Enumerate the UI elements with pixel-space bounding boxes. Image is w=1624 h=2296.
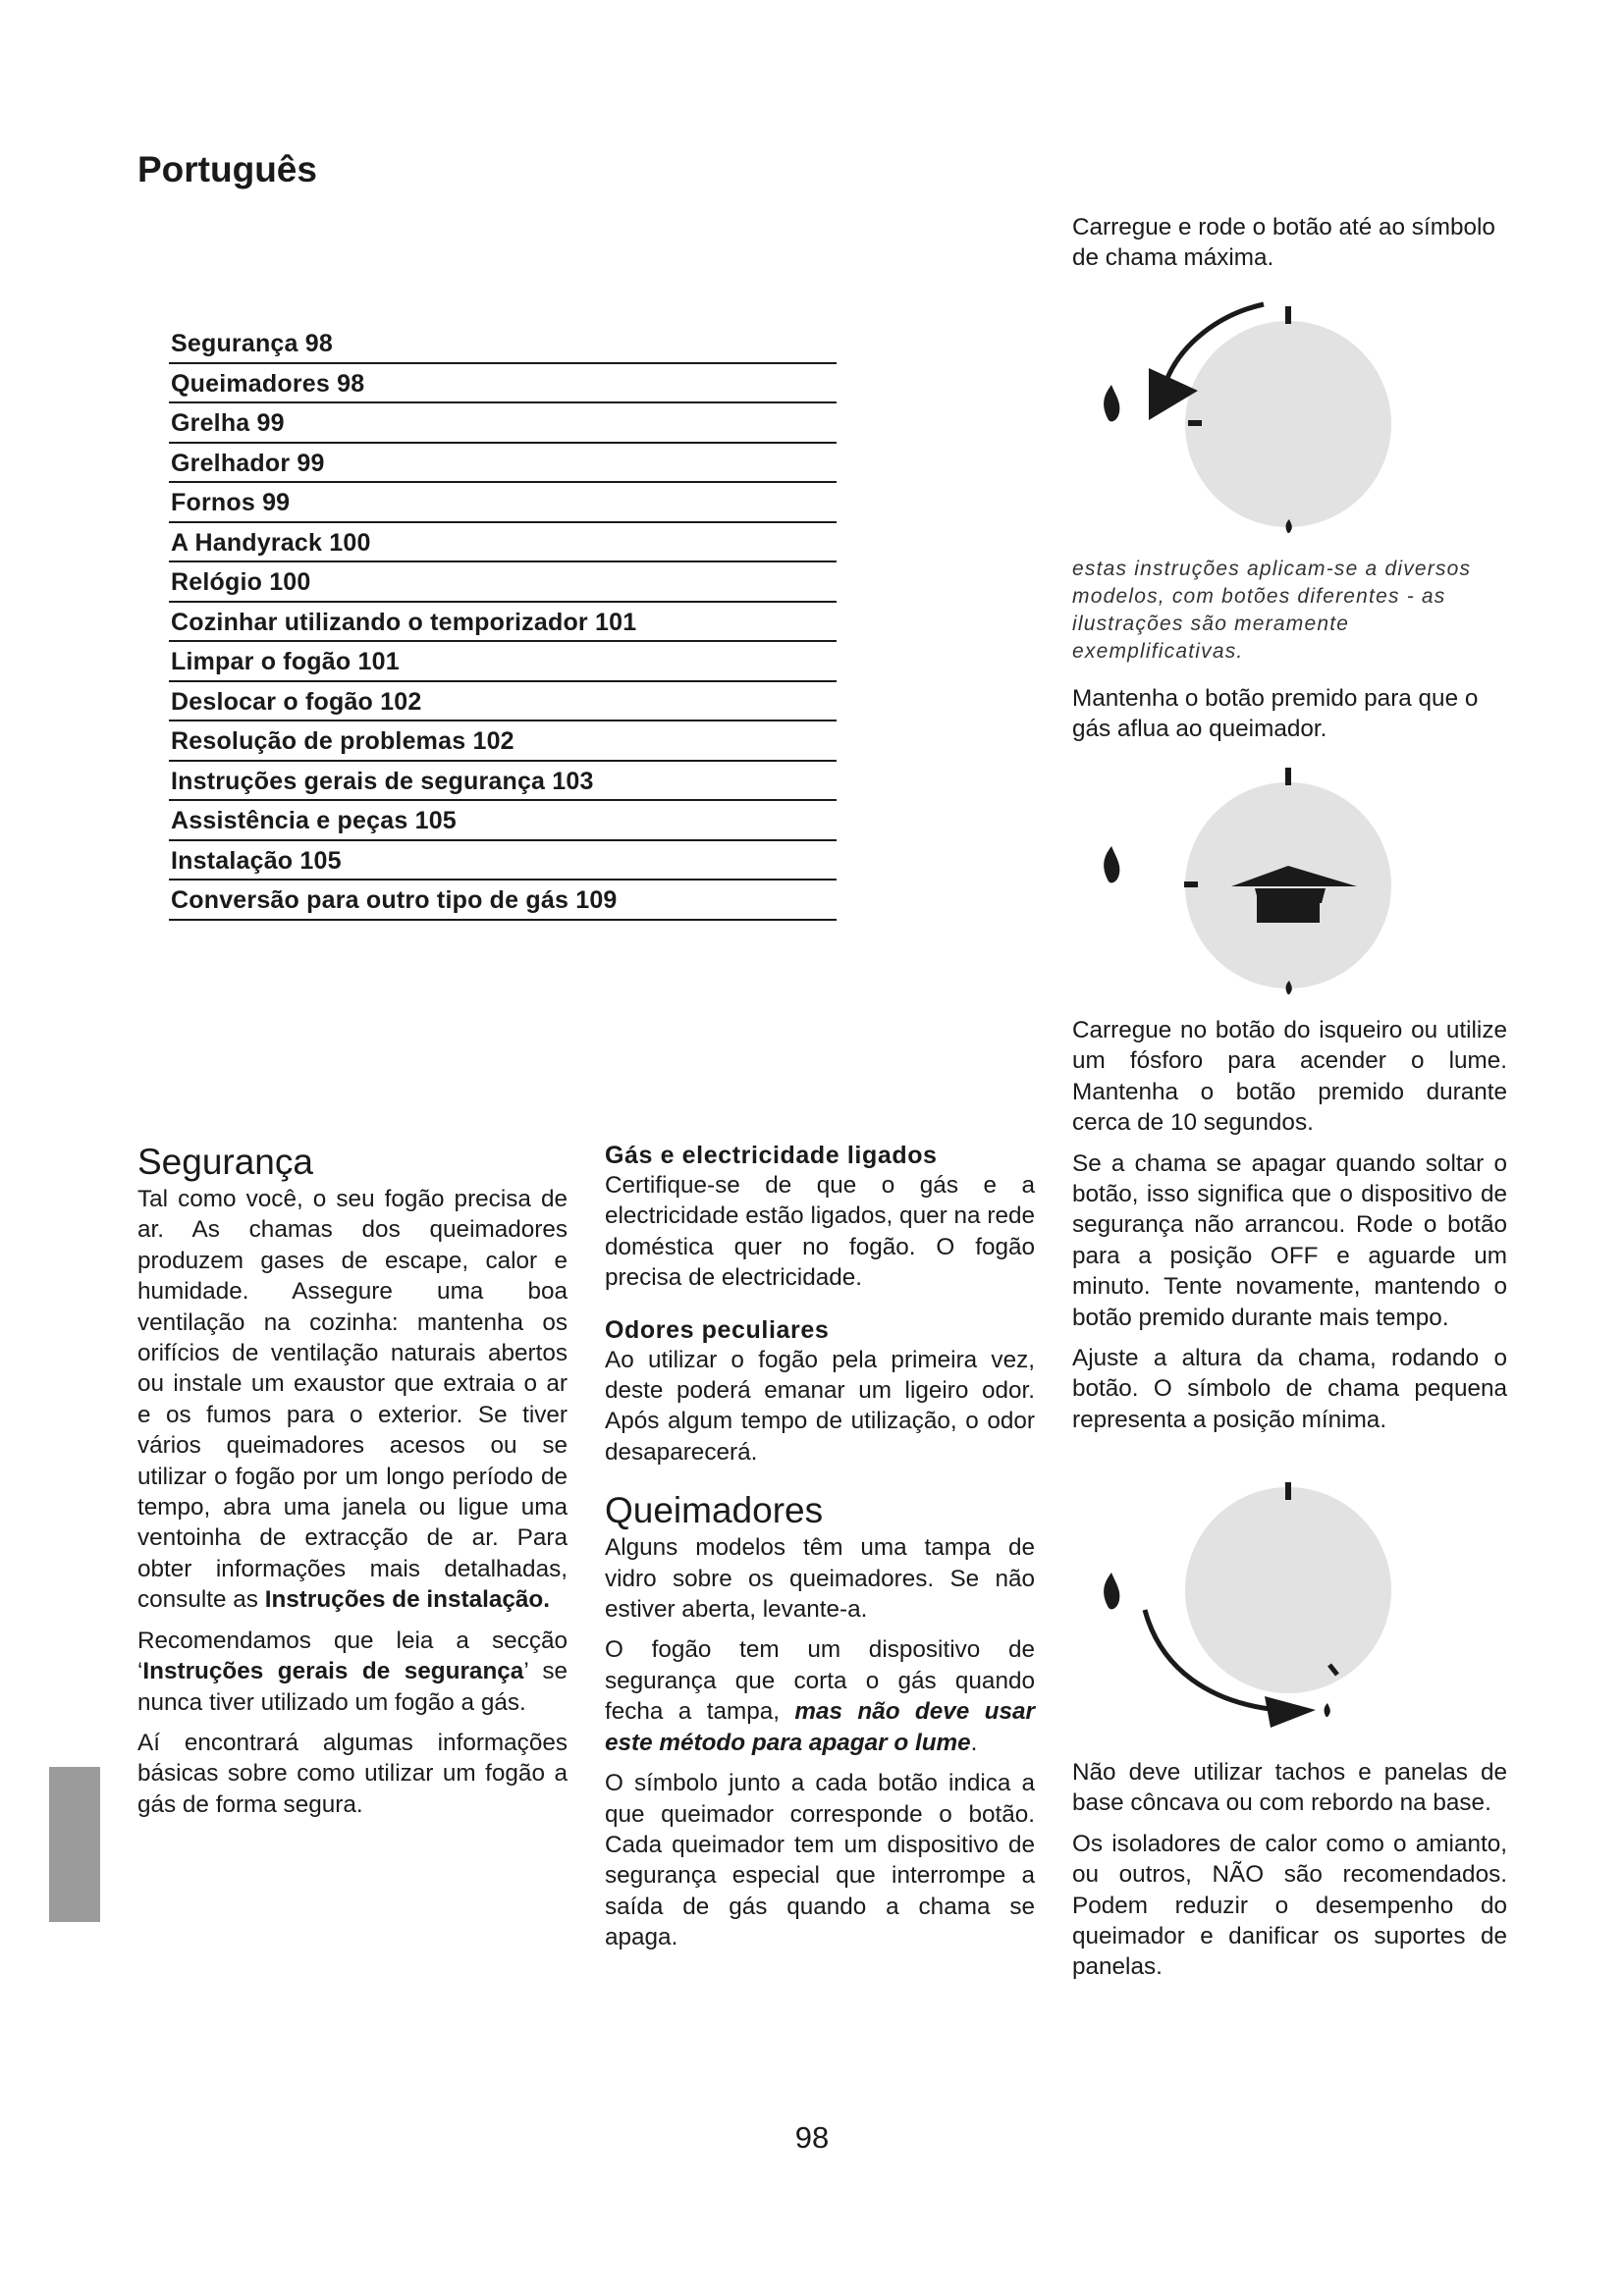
installation-reference: Instruções de instalação bbox=[264, 1586, 544, 1614]
illustration-note bbox=[1072, 556, 1507, 675]
toc-item[interactable]: Cozinhar utilizando o temporizador 101 bbox=[169, 603, 837, 643]
toc-item[interactable]: Assistência e peças 105 bbox=[169, 801, 837, 841]
language-heading: Português bbox=[137, 149, 317, 189]
warning-emphasis: mas não deve usar este método para apagar o lume bbox=[605, 1698, 1035, 1756]
note-text: estas instruções aplicam-se a diversos modelos, com botões diferentes - as ilustrações são meramente exemplificativas. bbox=[1072, 558, 1472, 663]
column-safety bbox=[137, 1141, 568, 1830]
knob-diagram-max-flame bbox=[1072, 294, 1504, 540]
off-marker bbox=[1285, 306, 1291, 324]
hold-text: Mantenha o botão premido para que o gás aflua ao queimador. bbox=[1072, 685, 1479, 743]
toc-item[interactable]: Segurança 98 bbox=[169, 324, 837, 364]
table-of-contents bbox=[169, 324, 837, 921]
period: . bbox=[970, 1729, 978, 1756]
toc-item[interactable]: Fornos 99 bbox=[169, 483, 837, 523]
push-turn-text: Carregue e rode o botão até ao símbolo de chama máxima. bbox=[1072, 214, 1495, 272]
toc-item[interactable]: Conversão para outro tipo de gás 109 bbox=[169, 881, 837, 921]
knob-pressed-svg bbox=[1072, 756, 1504, 1001]
min-marker bbox=[1184, 881, 1198, 887]
safety-paragraph-3: Aí encontrará algumas informações básicas sobre como utilizar um fogão a gás de forma segura. bbox=[137, 1729, 568, 1818]
burners-text: O fogão tem um dispositivo de segurança que corta o gás quando fecha a tampa, bbox=[605, 1636, 1035, 1726]
instruction-hold bbox=[1072, 683, 1507, 755]
pans-text: Não deve utilizar tachos e panelas de base côncava ou com rebordo na base. bbox=[1072, 1759, 1507, 1817]
general-safety-reference: Instruções gerais de segurança bbox=[142, 1658, 524, 1685]
toc-item[interactable]: Instalação 105 bbox=[169, 841, 837, 881]
safety-paragraph-1 bbox=[137, 1184, 568, 1616]
large-flame-icon bbox=[1104, 846, 1119, 882]
toc-item[interactable]: Relógio 100 bbox=[169, 562, 837, 603]
safety-text: Tal como você, o seu fogão precisa de ar. As chamas dos queimadores produzem gases de escape, calor e humidade. Assegure uma boa ventilação na cozinha: mantenha os orifícios de ventilação naturais abertos ou instale um exaustor que extraia o ar e os fumos para o exterior. Se tiver vários queimadores acesos ou se utilizar o fogão por um longo período de tempo, abra uma janela ou ligue uma ventoinha de extracção de ar. Para obter informações mais detalhadas, consulte as bbox=[137, 1186, 568, 1614]
safety-paragraph-2 bbox=[137, 1626, 568, 1718]
off-marker bbox=[1285, 768, 1291, 785]
toc-item[interactable]: Grelhador 99 bbox=[169, 444, 837, 484]
min-marker bbox=[1188, 420, 1202, 426]
odors-paragraph: Ao utilizar o fogão pela primeira vez, deste poderá emanar um ligeiro odor. Após algum tempo de utilização, o odor desaparecerá. bbox=[605, 1346, 1035, 1466]
small-flame-icon bbox=[1325, 1703, 1330, 1717]
instructions-pans bbox=[1072, 1757, 1507, 1993]
adjust-text: Ajuste a altura da chama, rodando o botão. O símbolo de chama pequena representa a posição mínima. bbox=[1072, 1345, 1507, 1433]
burners-paragraph-1: Alguns modelos têm uma tampa de vidro sobre os queimadores. Se não estiver aberta, levante-a. bbox=[605, 1534, 1035, 1624]
toc-item[interactable]: A Handyrack 100 bbox=[169, 523, 837, 563]
knob-max-flame-svg bbox=[1072, 294, 1504, 540]
column-burners bbox=[605, 1141, 1035, 1963]
instructions-ignite bbox=[1072, 1015, 1507, 1445]
large-flame-icon bbox=[1104, 1573, 1119, 1609]
toc-item[interactable]: Instruções gerais de segurança 103 bbox=[169, 762, 837, 802]
press-arrow-base bbox=[1257, 891, 1320, 923]
section-side-tab bbox=[49, 1767, 100, 1922]
section-title-burners: Queimadores bbox=[605, 1490, 824, 1531]
knob-circle bbox=[1185, 1487, 1391, 1693]
burners-paragraph-3: O símbolo junto a cada botão indica a que queimador corresponde o botão. Cada queimador tem um dispositivo de segurança especial que interrompe a saída de gás quando a chama se apaga. bbox=[605, 1770, 1035, 1951]
toc-item[interactable]: Queimadores 98 bbox=[169, 364, 837, 404]
knob-diagram-min-flame bbox=[1072, 1482, 1504, 1728]
insulators-text: Os isoladores de calor como o amianto, ou outros, NÃO são recomendados. Podem reduzir o desempenho do queimador e danificar os suportes de panelas. bbox=[1072, 1830, 1507, 1981]
knob-circle bbox=[1185, 321, 1391, 527]
instruction-push-turn bbox=[1072, 212, 1507, 284]
ignite-text: Carregue no botão do isqueiro ou utilize um fósforo para acender o lume. Mantenha o botão premido durante cerca de 10 segundos. bbox=[1072, 1017, 1507, 1137]
toc-item[interactable]: Resolução de problemas 102 bbox=[169, 721, 837, 762]
toc-item[interactable]: Limpar o fogão 101 bbox=[169, 642, 837, 682]
safety-text: ’ se nunca tiver utilizado um fogão a gás. bbox=[137, 1658, 568, 1716]
heading-odors: Odores peculiares bbox=[605, 1315, 830, 1344]
large-flame-icon bbox=[1104, 385, 1119, 421]
toc-item[interactable]: Deslocar o fogão 102 bbox=[169, 682, 837, 722]
period: . bbox=[543, 1586, 551, 1614]
knob-diagram-pressed bbox=[1072, 756, 1504, 1001]
gas-electricity-paragraph: Certifique-se de que o gás e a electricidade estão ligados, quer na rede doméstica quer no fogão. O fogão precisa de electricidade. bbox=[605, 1172, 1035, 1292]
section-title-safety: Segurança bbox=[137, 1142, 313, 1182]
retry-text: Se a chama se apagar quando soltar o botão, isso significa que o dispositivo de segurança não arrancou. Rode o botão para a posição OFF e aguarde um minuto. Tente novamente, mantendo o botão premido durante mais tempo. bbox=[1072, 1149, 1507, 1331]
arrow-head bbox=[1265, 1696, 1316, 1728]
off-marker bbox=[1285, 1482, 1291, 1500]
heading-gas-electricity: Gás e electricidade ligados bbox=[605, 1142, 938, 1169]
safety-text: Recomendamos que leia a secção ‘ bbox=[137, 1627, 568, 1685]
page-number: 98 bbox=[794, 2120, 830, 2155]
knob-min-flame-svg bbox=[1072, 1482, 1504, 1728]
burners-paragraph-2 bbox=[605, 1634, 1035, 1758]
toc-item[interactable]: Grelha 99 bbox=[169, 403, 837, 444]
